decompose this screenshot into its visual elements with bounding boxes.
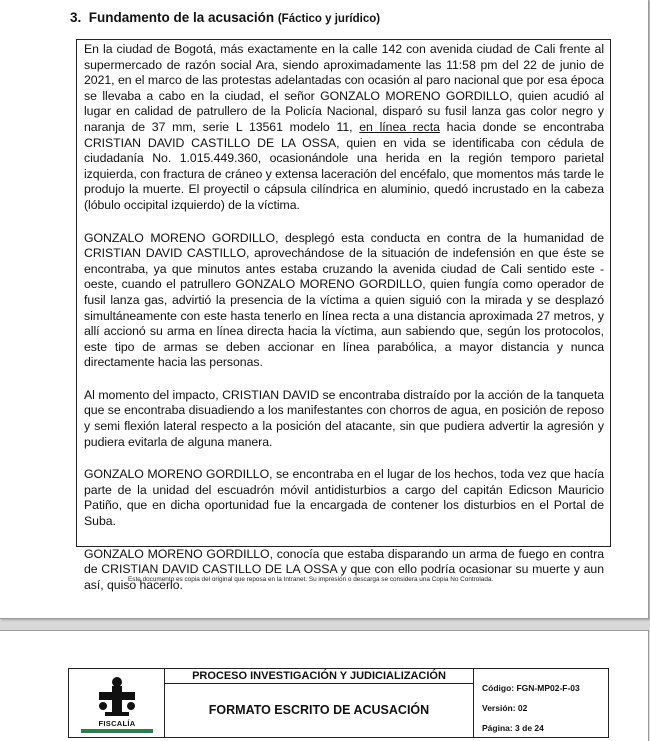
section-title: Fundamento de la acusación — [88, 10, 275, 25]
facts-paragraph-3: Al momento del impacto, CRISTIAN DAVID se encontraba distraído por la acción de la tanqueta que se encontraba disuadiendo a los manifestantes con chorros de agua, en posición de reposo y semi flexión lateral respecto a la posición del atacante, sin que pudiera advertir la agresión y pudiera evitarla de alguna manera. — [84, 387, 604, 449]
document-meta — [474, 669, 608, 737]
facts-paragraph-5: GONZALO MORENO GORDILLO, conocía que estaba disparando un arma de fuego en contra de CRISTIAN DAVID CASTILLO DE LA OSSA y que con ello podría ocasionar su muerte y aun así, quiso hacerlo. — [84, 546, 604, 592]
page-number: Página: 3 de 24 — [482, 723, 544, 733]
logo-text: FISCALÍA — [98, 719, 136, 728]
document-page-next — [0, 630, 649, 741]
form-title: FORMATO ESCRITO DE ACUSACIÓN — [165, 684, 474, 737]
facts-paragraph-1-start: En la ciudad de Bogotá, más exactamente en la calle 142 con avenida ciudad de Cali frente al supermercado de razón social Ara, siendo aproximadamente las 11:58 pm del 22 de junio de 2021, en el marco de las protestas adelantadas con ocasión al paro nacional que por esa época se llevaba a cabo en la ciudad, el señor GONZALO MORENO GORDILLO, quien acudió al lugar en calidad de patrullero de la Policía Nacional, disparó su fusil lanza gas color negro y naranja de 37 mm, serie L 13561 modelo 11, — [84, 42, 604, 134]
process-name: PROCESO INVESTIGACIÓN Y JUDICIALIZACIÓN — [165, 669, 474, 684]
document-version: Versión: 02 — [482, 703, 528, 713]
section-number: 3. — [70, 10, 82, 25]
facts-paragraph-1-end: hacia donde se encontraba CRISTIAN DAVID CASTILLO DE LA OSSA, quien en vida se identificaba con cédula de ciudadanía No. 1.015.449.360, ocasionándole una herida en la región temporo parietal izquierda, con fractura de cráneo y extensa laceración del encéfalo, que momentos más tarde le produjo la muerte. El proyectil o cápsula cilíndrica en aluminio, quedó incrustado en la cabeza (lóbulo occipital izquierdo) de la víctima. — [84, 119, 604, 212]
facts-paragraph-2: GONZALO MORENO GORDILLO, desplegó esta conducta en contra de la humanidad de CRISTIAN DAVID CASTILLO, aprovechándose de la situación de indefensión en que éste se encontraba, ya que minutos antes estaba cruzando la avenida ciudad de Cali sentido este - oeste, cuando el patrullero GONZALO MORENO GORDILLO, quien fungía como operador de fusil lanza gas, advirtió la presencia de la víctima a quien siguió con la mirada y se desplazó simultáneamente con este hasta tenerlo en línea recta a una distancia aproximada 27 metros, y allí accionó su arma en línea directa hacia la víctima, aun sabiendo que, según los protocolos, este tipo de armas se deben accionar en línea parabólica, a mayor distancia y nunca directamente hacia las personas. — [84, 230, 604, 370]
document-header-table — [68, 668, 609, 738]
document-code: Código: FGN-MP02-F-03 — [482, 683, 580, 693]
section-heading — [70, 10, 380, 25]
underlined-phrase: en línea recta — [359, 119, 440, 134]
facts-paragraph-1 — [84, 42, 604, 214]
fiscalia-emblem-icon — [83, 676, 151, 718]
logo-green-band — [81, 729, 153, 733]
facts-paragraph-4: GONZALO MORENO GORDILLO, se encontraba en el lugar de los hechos, toda vez que hacía parte de la unidad del escuadrón móvil antidisturbios a cargo del capitán Edicson Mauricio Patiño, que en dicha oportunidad fue la encargada de contener los disturbios en el Portal de Suba. — [84, 467, 604, 529]
section-subtitle: (Fáctico y jurídico) — [277, 13, 381, 25]
uncontrolled-copy-note: Este documento es copia del original que reposa en la Intranet. Su impresión o descarga se considera una Copia No Controlada. — [128, 576, 494, 583]
logo-cell — [69, 669, 165, 737]
